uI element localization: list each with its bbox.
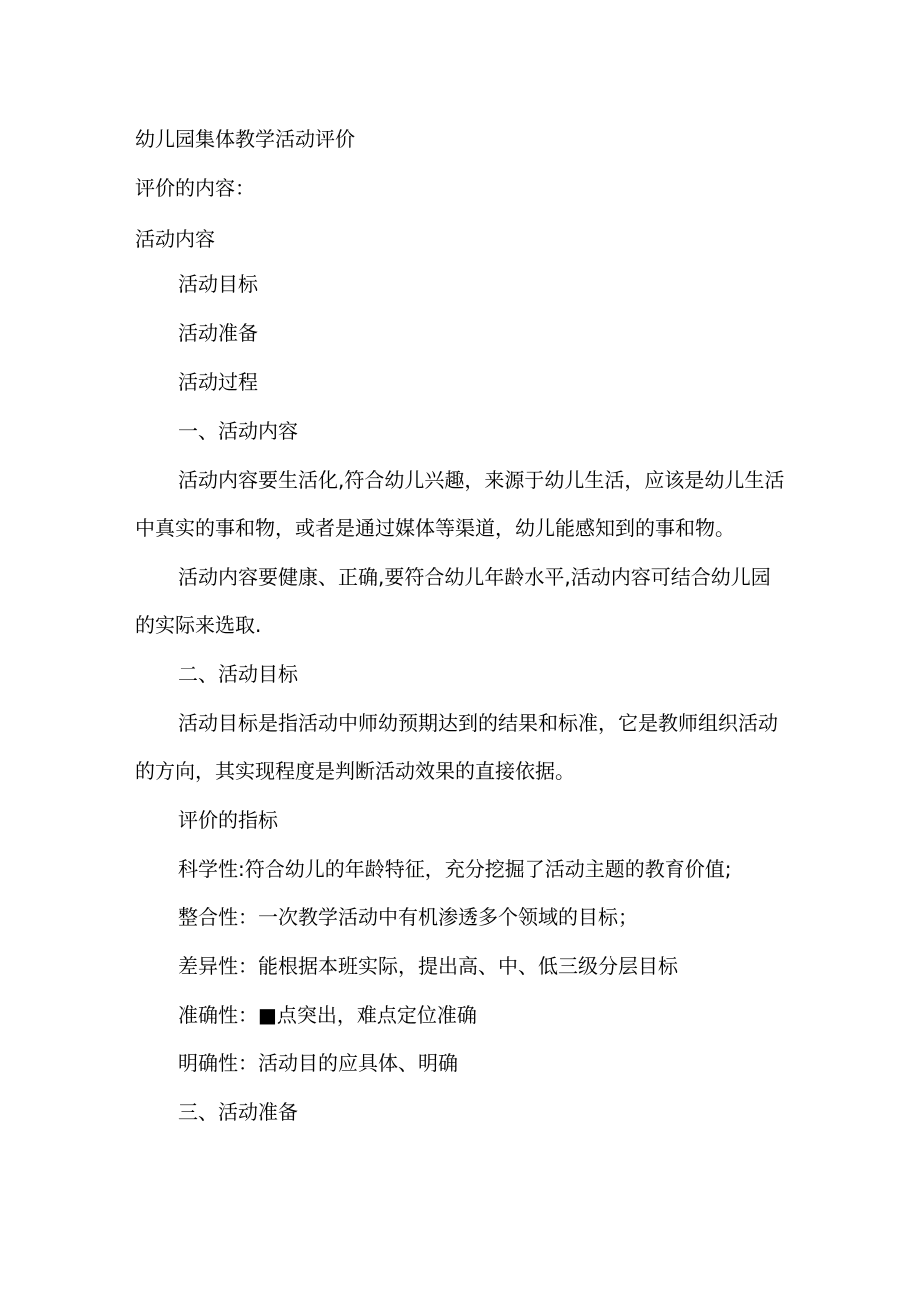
paragraph-1-line-1: 活动内容要生活化,符合幼儿兴趣，来源于幼儿生活，应该是幼儿生活 xyxy=(178,468,785,492)
indicator-accuracy: 准确性：■点突出，难点定位准确 xyxy=(178,1003,477,1027)
sub-item-process: 活动过程 xyxy=(178,370,258,394)
paragraph-2-line-1: 活动内容要健康、正确,要符合幼儿年龄水平,活动内容可结合幼儿园 xyxy=(178,565,771,589)
indicator-integration: 整合性：一次教学活动中有机渗透多个领域的目标； xyxy=(178,905,638,929)
document-title: 幼儿园集体教学活动评价 xyxy=(135,127,355,151)
heading-three: 三、活动准备 xyxy=(178,1100,298,1124)
sub-item-goal: 活动目标 xyxy=(178,272,258,296)
indicators-label: 评价的指标 xyxy=(178,808,278,832)
indicator-clarity: 明确性：活动目的应具体、明确 xyxy=(178,1051,458,1075)
heading-two: 二、活动目标 xyxy=(178,662,298,686)
intro-label: 评价的内容： xyxy=(135,176,255,200)
paragraph-3-line-2: 的方向，其实现程度是判断活动效果的直接依据。 xyxy=(135,759,575,783)
heading-one: 一、活动内容 xyxy=(178,419,298,443)
section-label: 活动内容 xyxy=(135,227,215,251)
paragraph-2-line-2: 的实际来选取. xyxy=(135,613,262,637)
paragraph-3-line-1: 活动目标是指活动中师幼预期达到的结果和标准，它是教师组织活动 xyxy=(178,711,778,735)
indicator-difference: 差异性：能根据本班实际，提出高、中、低三级分层目标 xyxy=(178,954,678,978)
paragraph-1-line-2: 中真实的事和物，或者是通过媒体等渠道，幼儿能感知到的事和物。 xyxy=(135,516,735,540)
indicator-scientific: 科学性:符合幼儿的年龄特征，充分挖掘了活动主题的教育价值; xyxy=(178,857,732,881)
sub-item-preparation: 活动准备 xyxy=(178,321,258,345)
